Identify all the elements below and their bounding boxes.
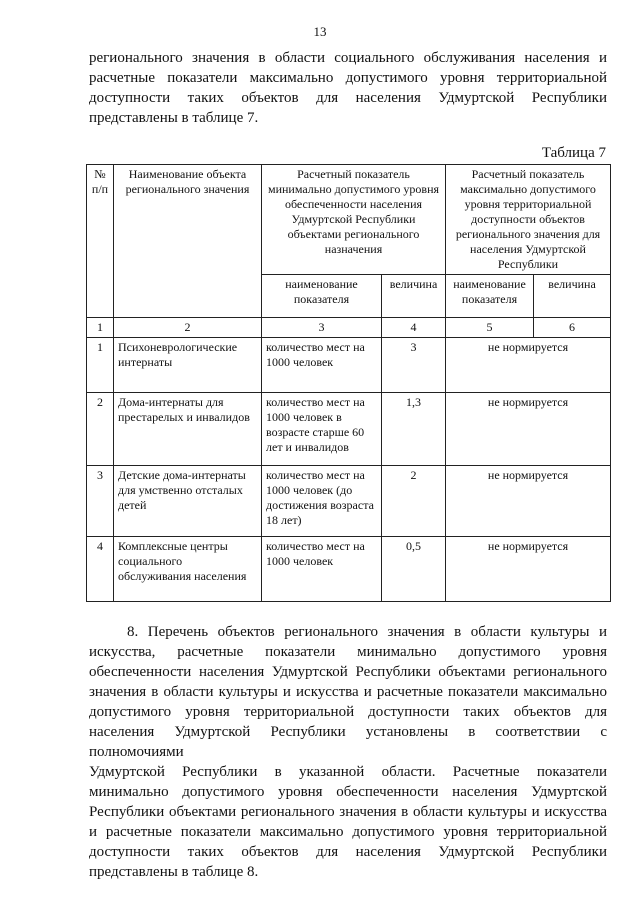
header-value-2: величина (534, 275, 611, 318)
section8-line: 8. Перечень объектов регионального значения в области культуры и (127, 624, 607, 640)
header-indicator-name: наименование показателя (262, 275, 382, 318)
section-8-paragraph (89, 622, 607, 882)
row-value: 0,5 (382, 537, 446, 602)
row-name: Дома-интернаты для престарелых и инвалидов (114, 393, 262, 466)
col-number: 1 (87, 318, 114, 338)
table-row (87, 537, 611, 602)
col-number: 2 (114, 318, 262, 338)
col-number: 3 (262, 318, 382, 338)
section8-line: обеспеченности населения Удмуртской Республики объектами регионального (89, 664, 607, 680)
header-value: величина (382, 275, 446, 318)
section8-line: представлены в таблице 8. (89, 864, 259, 880)
table-7 (86, 164, 611, 602)
header-num: № п/п (87, 165, 114, 318)
row-max: не нормируется (446, 537, 611, 602)
table-row (87, 466, 611, 537)
row-indicator: количество мест на 1000 человек (до достижения возраста 18 лет) (262, 466, 382, 537)
row-indicator: количество мест на 1000 человек в возрасте старше 60 лет и инвалидов (262, 393, 382, 466)
row-indicator: количество мест на 1000 человек (262, 338, 382, 393)
col-number: 6 (534, 318, 611, 338)
section8-line: искусства, расчетные показатели минимально допустимого уровня (89, 644, 607, 660)
row-indicator: количество мест на 1000 человек (262, 537, 382, 602)
row-name: Детские дома-интернаты для умственно отсталых детей (114, 466, 262, 537)
header-max-group: Расчетный показатель максимально допустимого уровня территориальной доступности объектов регионального значения для населения Удмуртской Республики (446, 165, 611, 275)
section8-line: значения в области культуры и искусства и расчетные показатели максимально (89, 684, 607, 700)
intro-line: доступности таких объектов для населения Удмуртской Республики (89, 90, 607, 106)
row-num: 1 (87, 338, 114, 393)
page-number: 13 (313, 24, 327, 39)
row-max: не нормируется (446, 393, 611, 466)
section8-line: минимально допустимого уровня обеспеченности населения Удмуртской (89, 784, 607, 800)
header-name: Наименование объекта регионального значения (114, 165, 262, 318)
row-value: 2 (382, 466, 446, 537)
section8-line: населения Удмуртской Республики установлены в соответствии с полномочиями (89, 724, 607, 760)
section8-line: доступности таких объектов для населения Удмуртской Республики (89, 844, 607, 860)
intro-paragraph (89, 48, 607, 128)
col-number: 4 (382, 318, 446, 338)
row-num: 3 (87, 466, 114, 537)
header-min-group: Расчетный показатель минимально допустимого уровня обеспеченности населения Удмуртской Республики объектами регионального назначения (262, 165, 446, 275)
row-max: не нормируется (446, 466, 611, 537)
header-indicator-name-2: наименование показателя (446, 275, 534, 318)
column-numbers-row (87, 318, 611, 338)
row-name: Комплексные центры социального обслуживания населения (114, 537, 262, 602)
col-number: 5 (446, 318, 534, 338)
table-row (87, 393, 611, 466)
section8-line: и расчетные показатели максимально допустимого уровня территориальной (89, 824, 607, 840)
row-num: 2 (87, 393, 114, 466)
intro-line: расчетные показатели максимально допустимого уровня территориальной (89, 70, 607, 86)
header-row (87, 165, 611, 275)
section8-line: Удмуртской Республики в указанной области. Расчетные показатели (89, 764, 607, 780)
intro-line: представлены в таблице 7. (89, 110, 259, 126)
row-max: не нормируется (446, 338, 611, 393)
section8-line: допустимого уровня территориальной доступности таких объектов для (89, 704, 607, 720)
row-name: Психоневрологические интернаты (114, 338, 262, 393)
table-row (87, 338, 611, 393)
table-caption: Таблица 7 (541, 145, 606, 161)
row-value: 1,3 (382, 393, 446, 466)
section8-line: Республики объектами регионального значения в области культуры и искусства (89, 804, 607, 820)
row-num: 4 (87, 537, 114, 602)
intro-line: регионального значения в области социального обслуживания населения и (89, 50, 607, 66)
row-value: 3 (382, 338, 446, 393)
